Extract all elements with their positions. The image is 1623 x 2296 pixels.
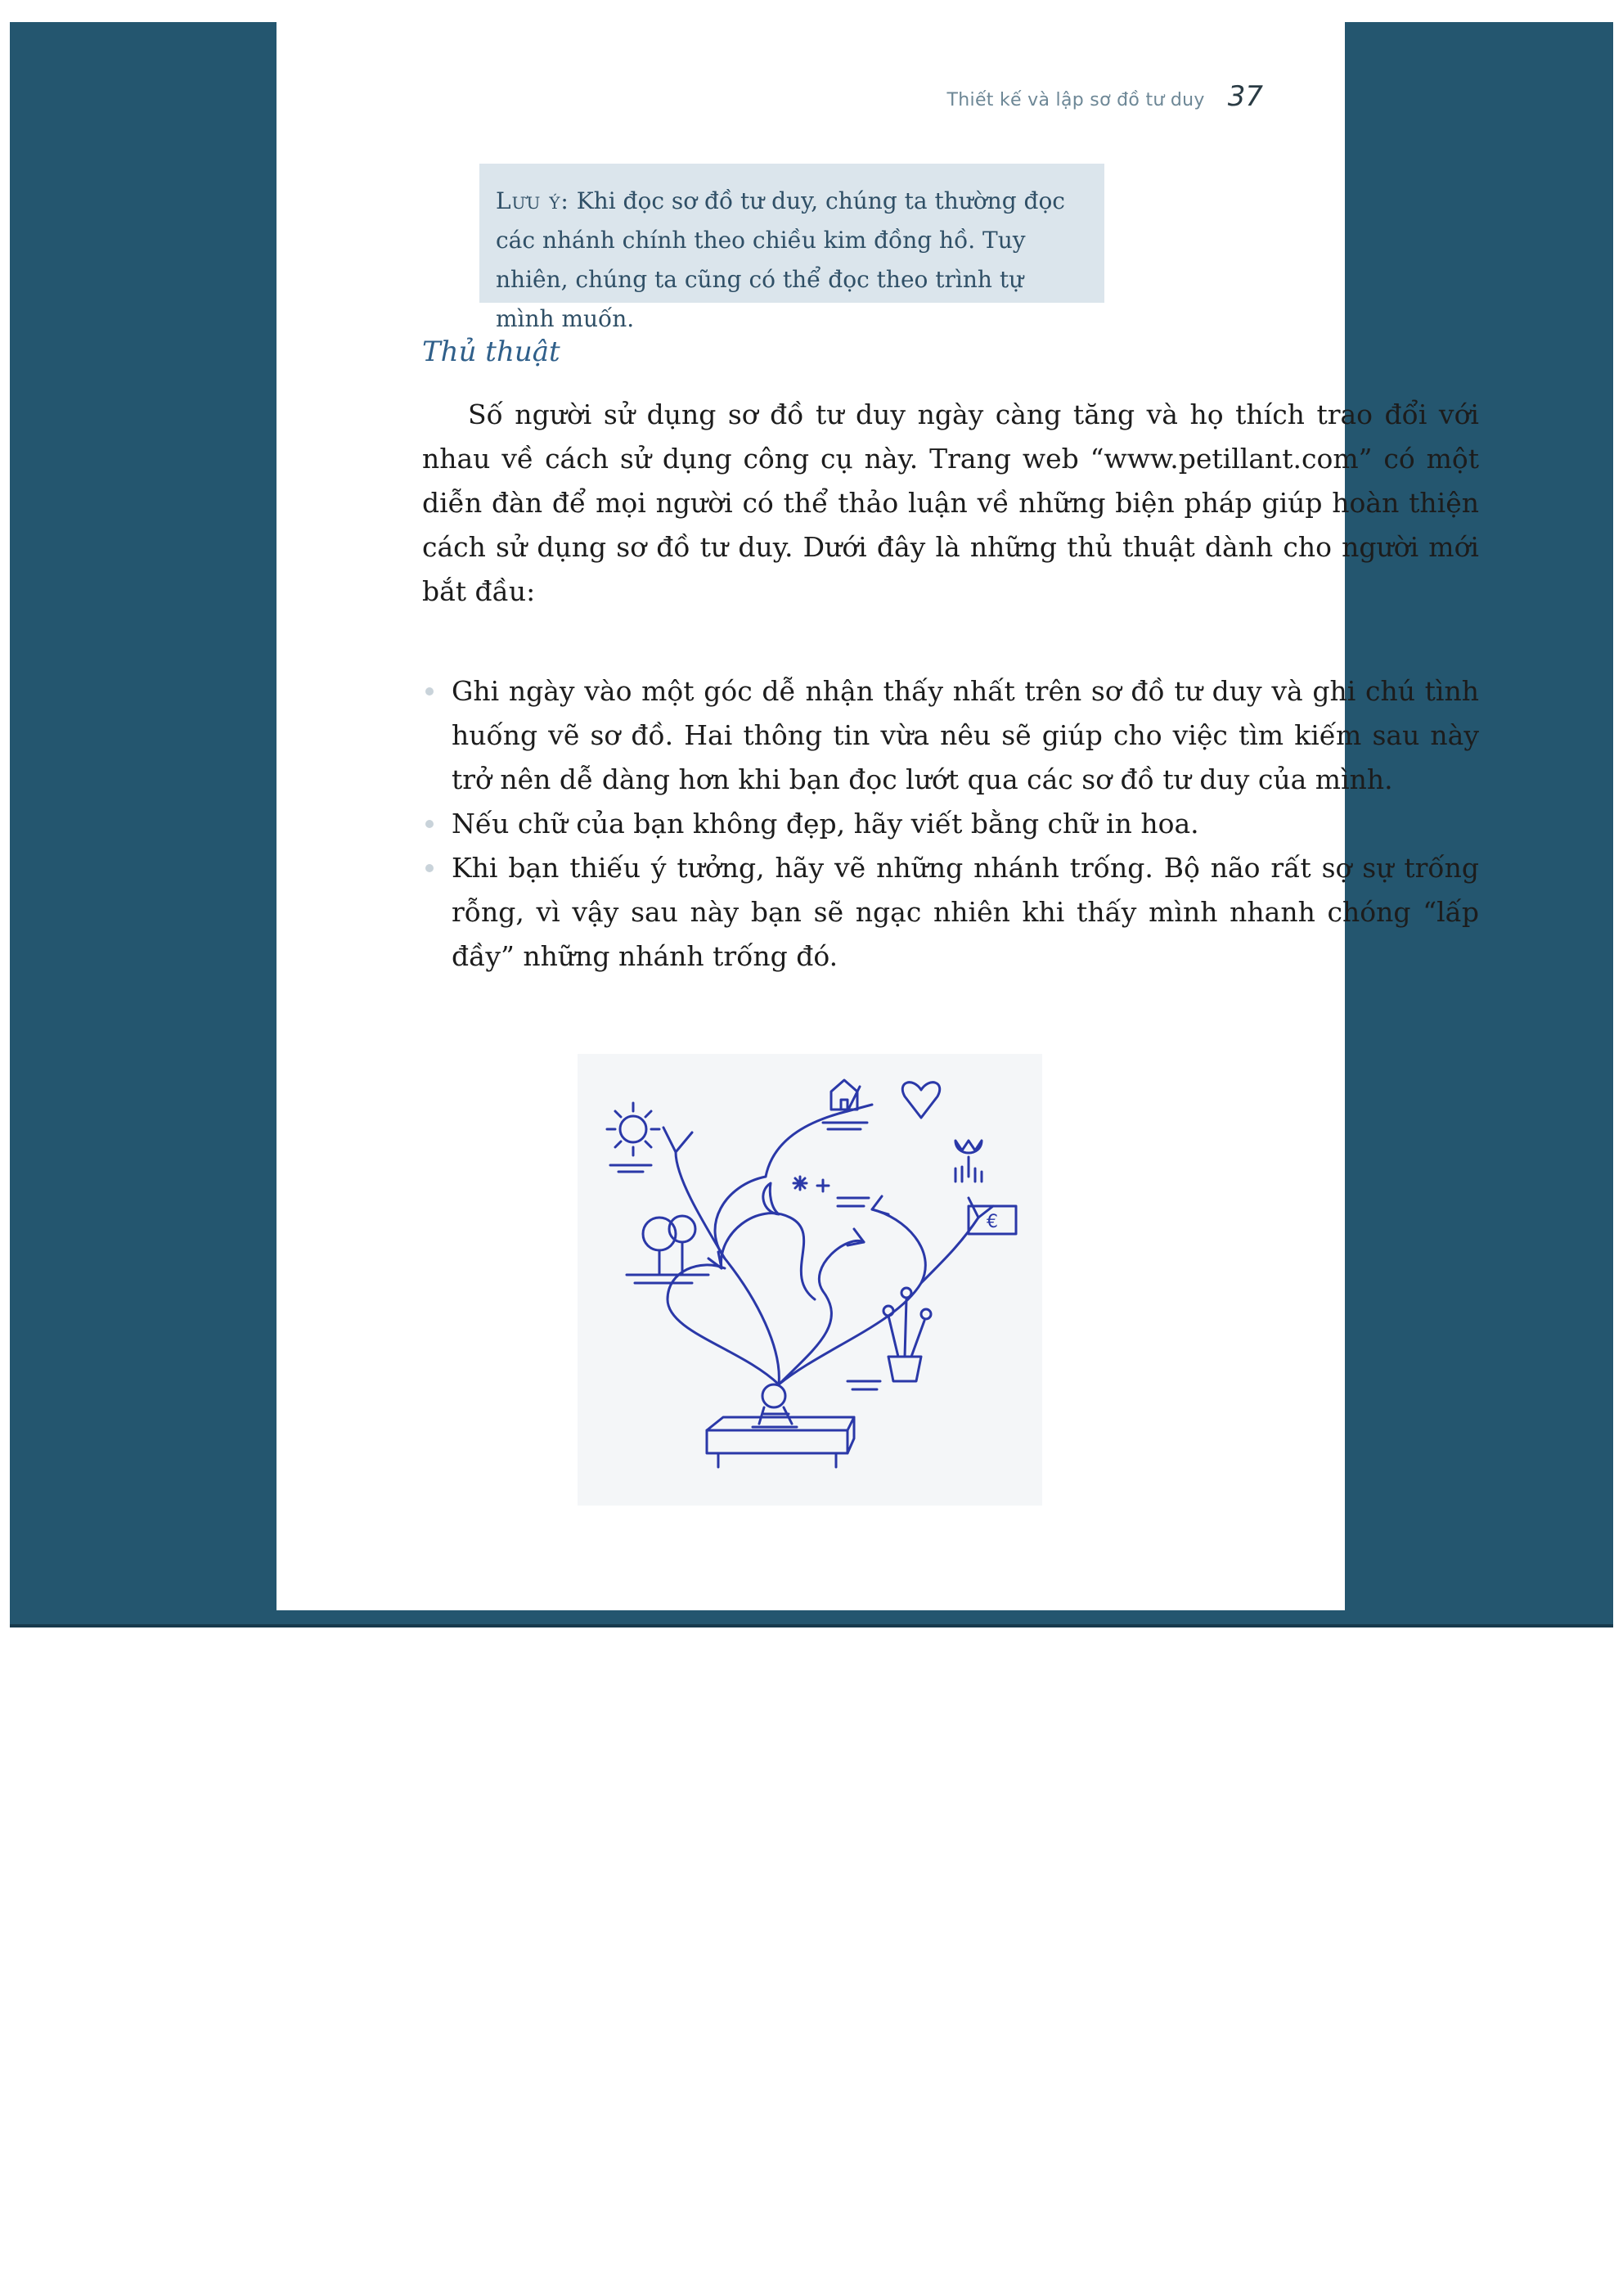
arrow-left-icon [663,1128,692,1152]
bullet-icon [425,820,434,828]
moon-stars-icon [763,1177,869,1214]
person-at-desk-icon [707,1384,854,1467]
euro-sign: € [987,1212,998,1232]
branch-loop [722,1213,815,1299]
tips-list [422,669,1479,979]
running-head-title: Thiết kế và lập sơ đồ tư duy [946,90,1205,110]
list-item-text: Ghi ngày vào một góc dễ nhận thấy nhất trên sơ đồ tư duy và ghi chú tình huống vẽ sơ đồ. Hai thông tin vừa nêu sẽ giúp cho việc tìm kiếm sau này trở nên dễ dàng hơn khi bạn đọc lướt qua các sơ đồ tư duy của mình. [452,675,1479,795]
tree-icon [627,1216,708,1283]
note-label: Lưu ý: [496,187,569,214]
list-item [422,669,1479,802]
bullet-icon [425,864,434,872]
intro-paragraph: Số người sử dụng sơ đồ tư duy ngày càng tăng và họ thích trao đổi với nhau về cách sử dụng công cụ này. Trang web “www.petillant.com” có một diễn đàn để mọi người có thể thảo luận về những biện pháp giúp hoàn thiện cách sử dụng sơ đồ tư duy. Dưới đây là những thủ thuật dành cho người mới bắt đầu: [422,398,1479,607]
note-box [479,164,1104,332]
bullet-icon [425,687,434,696]
flower-icon [955,1141,982,1182]
running-head [947,80,1263,113]
scan-bottom-edge [10,1624,1613,1627]
flower-pot-icon [847,1288,931,1389]
page-number: 37 [1227,80,1263,113]
list-item [422,802,1479,846]
sun-icon [607,1103,659,1172]
list-item [422,846,1479,979]
note-text: Khi đọc sơ đồ tư duy, chúng ta thường đọc các nhánh chính theo chiều kim đồng hồ. Tuy nhiên, chúng ta cũng có thể đọc theo trình tự mình muốn. [496,187,1065,332]
branch-center [715,1177,779,1384]
mind-map-drawing [578,1054,1042,1506]
mind-map-illustration [578,1054,1042,1506]
list-item-text: Khi bạn thiếu ý tưởng, hãy vẽ những nhánh trống. Bộ não rất sợ sự trống rỗng, vì vậy sau này bạn sẽ ngạc nhiên khi thấy mình nhanh chóng “lấp đầy” những nhánh trống đó. [452,852,1479,972]
section-title: Thủ thuật [422,335,560,368]
heart-icon [902,1083,939,1118]
arrow-top-icon [847,1087,872,1111]
branch-top [766,1111,847,1177]
book-page [276,15,1479,1610]
list-item-text: Nếu chữ của bạn không đẹp, hãy viết bằng chữ in hoa. [452,808,1199,840]
branch-inner [779,1240,864,1384]
